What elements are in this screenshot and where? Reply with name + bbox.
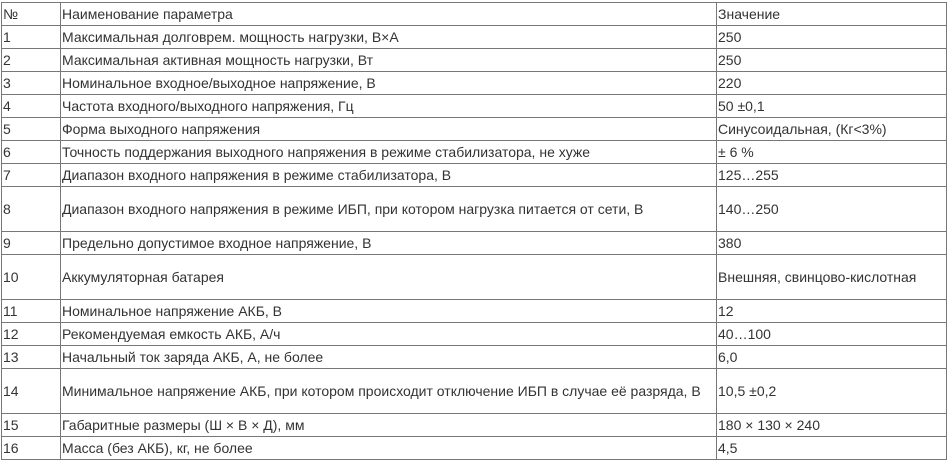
table-row	[2, 72, 947, 95]
row-parameter: Максимальная долговрем. мощность нагрузки, В×А	[61, 26, 717, 49]
table-row	[2, 437, 947, 460]
row-number: 1	[2, 26, 61, 49]
table-row	[2, 369, 947, 414]
row-value: 6,0	[717, 346, 947, 369]
table-row	[2, 118, 947, 141]
table-row	[2, 49, 947, 72]
row-number: 12	[2, 323, 61, 346]
row-parameter: Габаритные размеры (Ш × В × Д), мм	[61, 414, 717, 437]
row-parameter: Минимальное напряжение АКБ, при котором происходит отключение ИБП в случае её разряда, В	[61, 369, 717, 414]
row-parameter: Форма выходного напряжения	[61, 118, 717, 141]
row-value: 380	[717, 232, 947, 255]
table-row	[2, 323, 947, 346]
row-number: 15	[2, 414, 61, 437]
table-row	[2, 26, 947, 49]
row-value: 220	[717, 72, 947, 95]
row-parameter: Частота входного/выходного напряжения, Гц	[61, 95, 717, 118]
row-number: 10	[2, 255, 61, 300]
table-row	[2, 95, 947, 118]
row-value: 140…250	[717, 187, 947, 232]
row-number: 11	[2, 300, 61, 323]
row-parameter: Максимальная активная мощность нагрузки, Вт	[61, 49, 717, 72]
table-row	[2, 255, 947, 300]
row-value: Внешняя, свинцово-кислотная	[717, 255, 947, 300]
row-parameter: Масса (без АКБ), кг, не более	[61, 437, 717, 460]
row-value: 250	[717, 26, 947, 49]
row-number: 16	[2, 437, 61, 460]
table-row	[2, 187, 947, 232]
row-number: 13	[2, 346, 61, 369]
specs-table	[1, 2, 947, 460]
row-parameter: Аккумуляторная батарея	[61, 255, 717, 300]
row-number: 5	[2, 118, 61, 141]
row-value: 250	[717, 49, 947, 72]
row-value: 180 × 130 × 240	[717, 414, 947, 437]
header-cell-number: №	[2, 3, 61, 26]
row-number: 4	[2, 95, 61, 118]
row-number: 14	[2, 369, 61, 414]
row-value: 50 ±0,1	[717, 95, 947, 118]
row-number: 8	[2, 187, 61, 232]
row-parameter: Диапазон входного напряжения в режиме стабилизатора, В	[61, 164, 717, 187]
row-number: 7	[2, 164, 61, 187]
row-value: 125…255	[717, 164, 947, 187]
row-number: 6	[2, 141, 61, 164]
row-parameter: Точность поддержания выходного напряжения в режиме стабилизатора, не хуже	[61, 141, 717, 164]
row-value: Синусоидальная, (Кг<3%)	[717, 118, 947, 141]
table-row	[2, 164, 947, 187]
row-parameter: Номинальное входное/выходное напряжение, В	[61, 72, 717, 95]
table-row	[2, 300, 947, 323]
table-row	[2, 232, 947, 255]
row-parameter: Диапазон входного напряжения в режиме ИБП, при котором нагрузка питается от сети, В	[61, 187, 717, 232]
row-value: 4,5	[717, 437, 947, 460]
row-parameter: Рекомендуемая емкость АКБ, А/ч	[61, 323, 717, 346]
header-cell-value: Значение	[717, 3, 947, 26]
row-number: 2	[2, 49, 61, 72]
row-parameter: Начальный ток заряда АКБ, А, не более	[61, 346, 717, 369]
row-value: 10,5 ±0,2	[717, 369, 947, 414]
row-number: 3	[2, 72, 61, 95]
row-value: 40…100	[717, 323, 947, 346]
row-number: 9	[2, 232, 61, 255]
table-row	[2, 414, 947, 437]
row-value: 12	[717, 300, 947, 323]
row-value: ± 6 %	[717, 141, 947, 164]
row-parameter: Предельно допустимое входное напряжение, В	[61, 232, 717, 255]
header-cell-parameter: Наименование параметра	[61, 3, 717, 26]
table-row	[2, 346, 947, 369]
table-row	[2, 141, 947, 164]
table-header-row	[2, 3, 947, 26]
row-parameter: Номинальное напряжение АКБ, В	[61, 300, 717, 323]
